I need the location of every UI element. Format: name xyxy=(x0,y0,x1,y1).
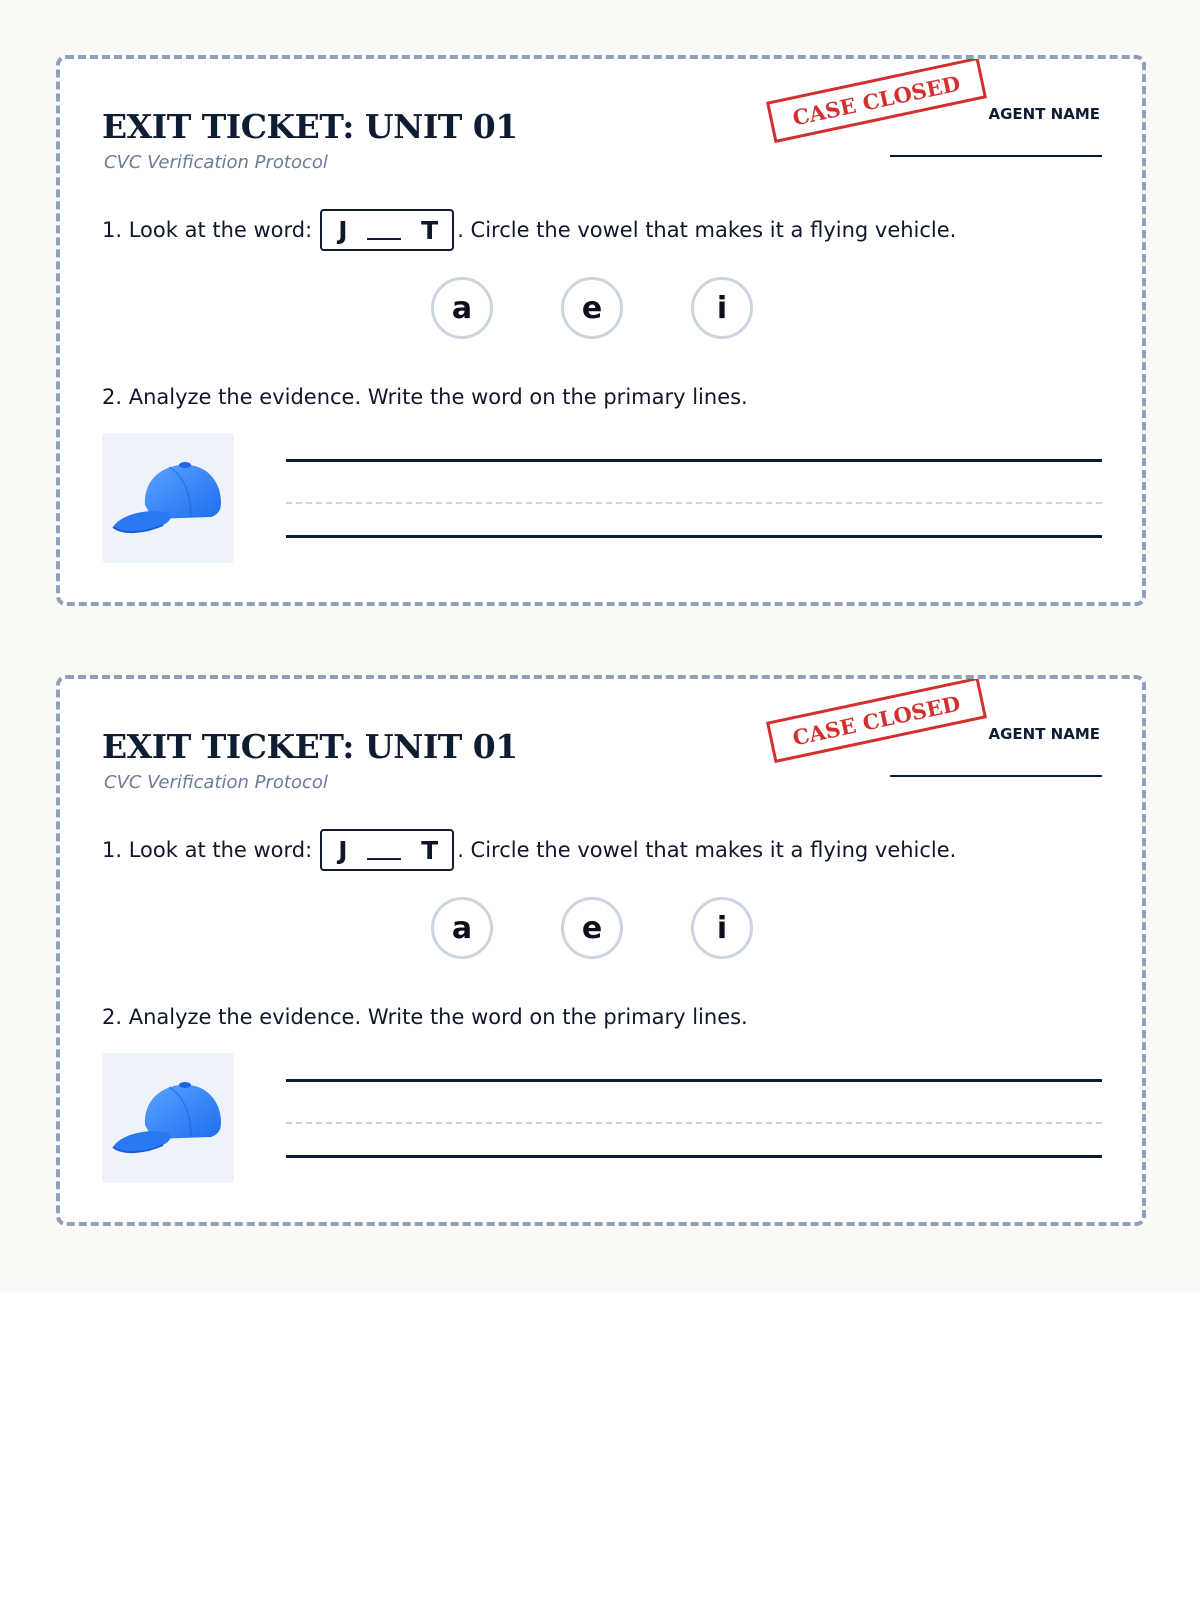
word-last-letter: T xyxy=(421,835,439,865)
cvc-word-box xyxy=(320,829,454,871)
writing-base-line[interactable] xyxy=(286,1155,1102,1158)
question-1 xyxy=(102,829,956,871)
word-first-letter: J xyxy=(338,835,348,865)
exit-ticket-card xyxy=(56,675,1146,1226)
question-1-suffix: . Circle the vowel that makes it a flying vehicle. xyxy=(457,838,957,862)
evidence-image xyxy=(102,1053,234,1183)
question-2: 2. Analyze the evidence. Write the word on the primary lines. xyxy=(102,1005,748,1029)
question-1-prefix: 1. Look at the word: xyxy=(102,218,313,242)
question-1-prefix: 1. Look at the word: xyxy=(102,838,313,862)
vowel-choice-a[interactable]: a xyxy=(431,277,493,339)
word-last-letter: T xyxy=(421,215,439,245)
vowel-choices xyxy=(60,897,1142,963)
writing-midline xyxy=(286,1122,1102,1124)
vowel-choice-a[interactable]: a xyxy=(431,897,493,959)
agent-name-field[interactable] xyxy=(890,775,1102,777)
ticket-title: EXIT TICKET: UNIT 01 xyxy=(102,727,518,766)
word-first-letter: J xyxy=(338,215,348,245)
missing-vowel-blank xyxy=(367,238,401,240)
case-closed-stamp: CASE CLOSED xyxy=(766,57,987,143)
question-1 xyxy=(102,209,956,251)
ticket-subtitle: CVC Verification Protocol xyxy=(104,772,328,793)
case-closed-stamp: CASE CLOSED xyxy=(766,677,987,763)
vowel-choice-i[interactable]: i xyxy=(691,897,753,959)
agent-name-label: AGENT NAME xyxy=(988,725,1100,743)
writing-base-line[interactable] xyxy=(286,535,1102,538)
cvc-word-box xyxy=(320,209,454,251)
question-1-suffix: . Circle the vowel that makes it a flying vehicle. xyxy=(457,218,957,242)
baseball-cap-icon xyxy=(109,1073,227,1163)
vowel-choice-e[interactable]: e xyxy=(561,277,623,339)
baseball-cap-icon xyxy=(109,453,227,543)
vowel-choice-e[interactable]: e xyxy=(561,897,623,959)
writing-top-line[interactable] xyxy=(286,459,1102,462)
writing-midline xyxy=(286,502,1102,504)
ticket-subtitle: CVC Verification Protocol xyxy=(104,152,328,173)
vowel-choices xyxy=(60,277,1142,343)
writing-top-line[interactable] xyxy=(286,1079,1102,1082)
question-2: 2. Analyze the evidence. Write the word on the primary lines. xyxy=(102,385,748,409)
vowel-choice-i[interactable]: i xyxy=(691,277,753,339)
ticket-title: EXIT TICKET: UNIT 01 xyxy=(102,107,518,146)
agent-name-field[interactable] xyxy=(890,155,1102,157)
agent-name-label: AGENT NAME xyxy=(988,105,1100,123)
exit-ticket-card xyxy=(56,55,1146,606)
evidence-image xyxy=(102,433,234,563)
missing-vowel-blank xyxy=(367,858,401,860)
